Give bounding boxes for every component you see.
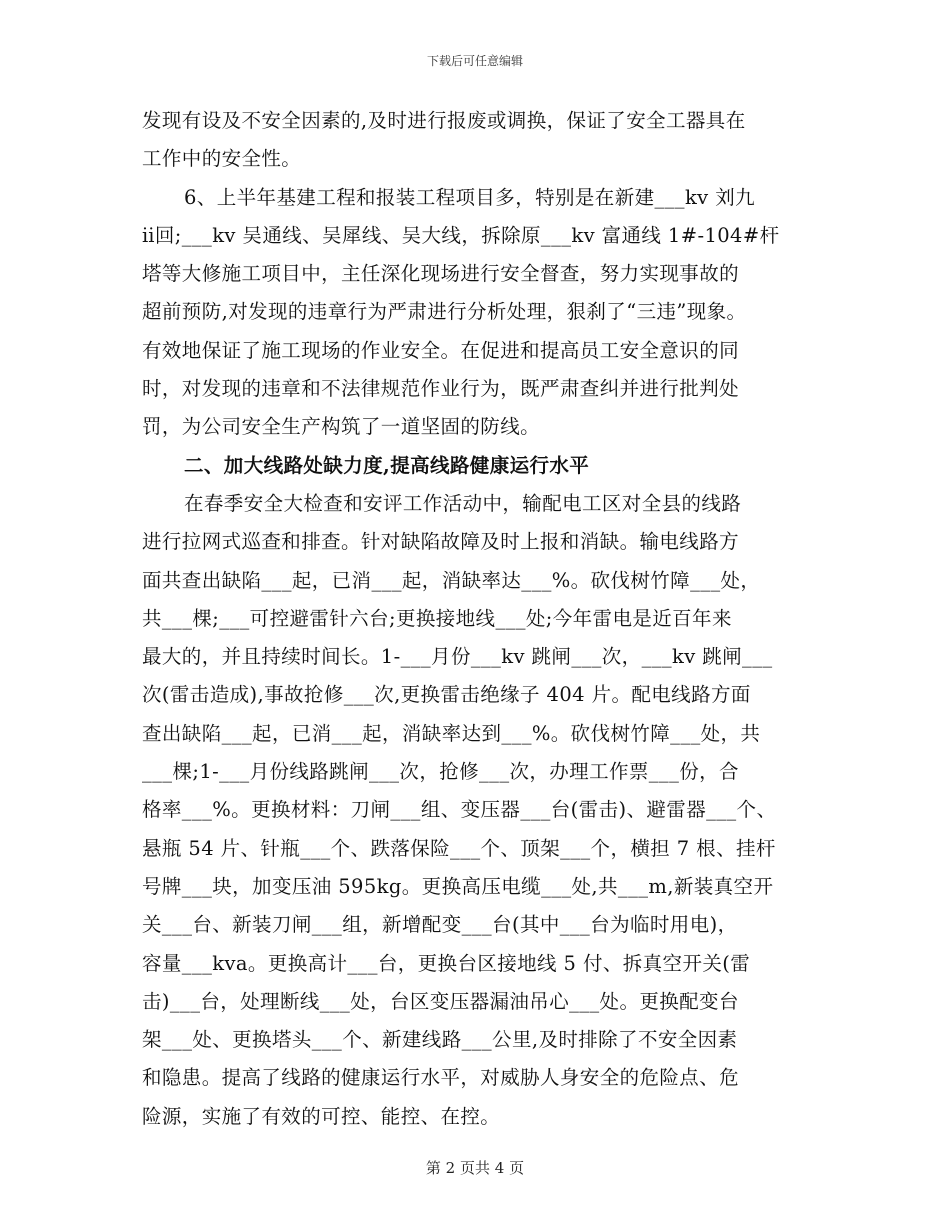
paragraph-line: 在春季安全大检查和安评工作活动中，输配电工区对全县的线路: [184, 491, 742, 515]
paragraph-line: 击)___台，处理断线___处，台区变压器漏油吊心___处。更换配变台: [142, 989, 739, 1013]
document-body: [142, 102, 814, 1136]
page-header: 下载后可任意编辑: [426, 54, 523, 68]
paragraph-line: 最大的，并且持续时间长。1-___月份___kv 跳闸___次，___kv 跳闸___: [142, 645, 773, 669]
paragraph-line: ⅱ回;___kv 吴通线、吴犀线、吴大线，拆除原___kv 富通线 1#-104#杆: [142, 223, 780, 247]
paragraph-line: 进行拉网式巡查和排查。针对缺陷故障及时上报和消缺。输电线路方: [142, 530, 740, 554]
paragraph-line: 发现有设及不安全因素的,及时进行报废或调换，保证了安全工器具在: [142, 109, 746, 132]
paragraph-line: 悬瓶 54 片、针瓶___个、跌落保险___个、顶架___个，横担 7 根、挂杆: [142, 836, 776, 860]
paragraph-line: 次(雷击造成),事故抢修___次,更换雷击绝缘子 404 片。配电线路方面: [142, 683, 751, 707]
paragraph-line: 时，对发现的违章和不法律规范作业行为，既严肃查纠并进行批判处: [142, 377, 740, 401]
paragraph-line: 塔等大修施工项目中，主任深化现场进行安全督查，努力实现事故的: [142, 262, 740, 286]
paragraph-line: 有效地保证了施工现场的作业安全。在促进和提高员工安全意识的同: [142, 338, 740, 362]
paragraph-line: 关___台、新装刀闸___组，新增配变___台(其中___台为临时用电)，: [142, 913, 738, 937]
paragraph-line: ___棵;1-___月份线路跳闸___次，抢修___次，办理工作票___份，合: [142, 760, 739, 784]
paragraph-line: 面共查出缺陷___起，已消___起，消缺率达___%。砍伐树竹障___处，: [142, 568, 761, 592]
paragraph-line: 查出缺陷___起，已消___起，消缺率达到___%。砍伐树竹障___处，共: [142, 721, 761, 745]
paragraph-line: 号牌___块，加变压油 595kg。更换高压电缆___处,共___m,新装真空开: [142, 874, 774, 898]
page-number: 第 2 页共 4 页: [425, 1159, 525, 1177]
paragraph-line: 工作中的安全性。: [142, 147, 302, 171]
paragraph-line: 格率___%。更换材料：刀闸___组、变压器___台(雷击)、避雷器___个、: [142, 798, 777, 822]
paragraph-line: 架___处、更换塔头___个、新建线路___公里,及时排除了不安全因素: [142, 1028, 738, 1052]
paragraph-line: 和隐患。提高了线路的健康运行水平，对威胁人身安全的危险点、危: [142, 1066, 740, 1090]
paragraph-line: 罚，为公司安全生产构筑了一道坚固的防线。: [142, 415, 541, 439]
paragraph-line: 容量___kva。更换高计___台，更换台区接地线 5 付、拆真空开关(雷: [142, 951, 751, 975]
paragraph-line: 共___棵;___可控避雷针六台;更换接地线___处;今年雷电是近百年来: [142, 606, 732, 630]
paragraph-line: 险源，实施了有效的可控、能控、在控。: [142, 1104, 501, 1128]
paragraph-line: 6、上半年基建工程和报装工程项目多，特别是在新建___kv 刘九: [184, 185, 755, 209]
paragraph-line: 超前预防,对发现的违章行为严肃进行分析处理，狠刹了“三违”现象。: [142, 300, 747, 324]
section-heading: 二、加大线路处缺力度,提高线路健康运行水平: [184, 453, 590, 477]
